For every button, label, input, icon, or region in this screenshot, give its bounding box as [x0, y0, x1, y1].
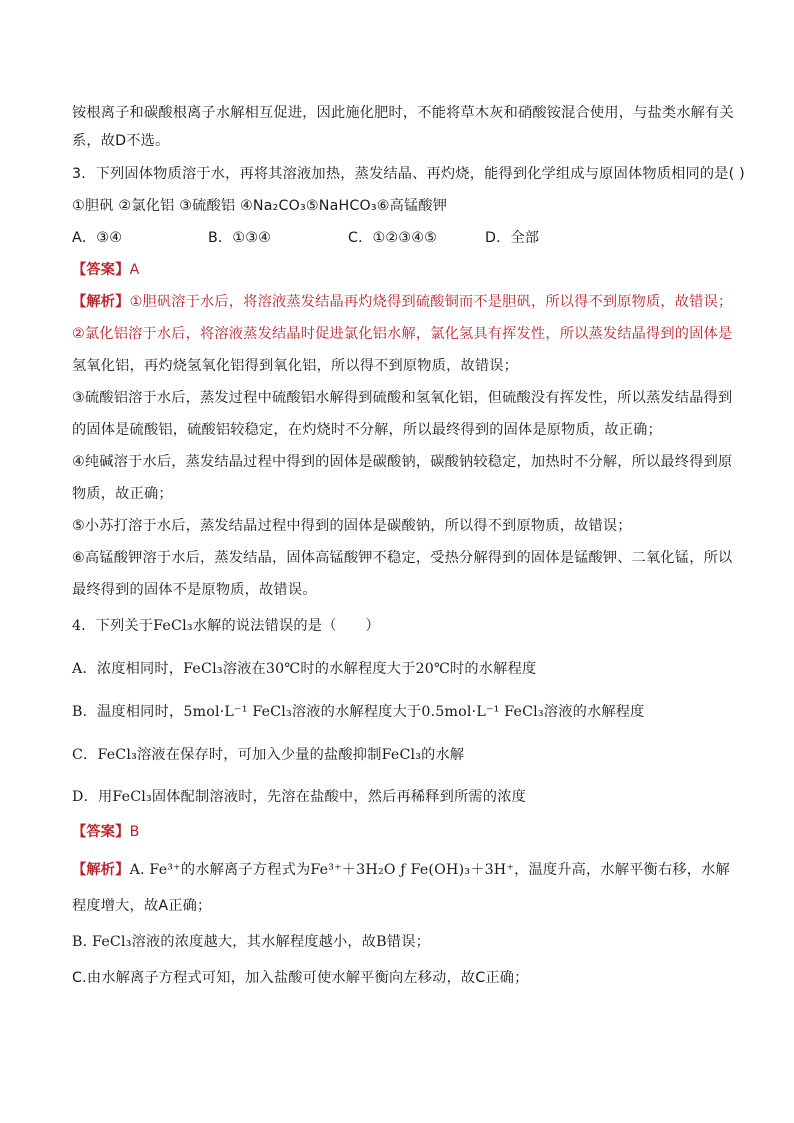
question-3-option-a: A．③④: [72, 230, 123, 246]
question-4-option-d: D．用FeCl₃固体配制溶液时，先溶在盐酸中，然后再稀释到所需的浓度: [72, 789, 526, 805]
question-3-option-d: D．全部: [485, 230, 540, 246]
answer-line: [72, 260, 139, 280]
text-line: 系，故D不选。: [72, 133, 170, 149]
question-4-option-c: C．FeCl₃溶液在保存时，可加入少量的盐酸抑制FeCl₃的水解: [72, 747, 465, 763]
answer-line: [72, 822, 140, 842]
explanation-line: 氢氧化铝，再灼烧氢氧化铝得到氧化铝，所以得不到原物质，故错误；: [72, 358, 519, 374]
answer-value: A: [129, 262, 140, 278]
explanation-line: ④纯碱溶于水后，蒸发结晶过程中得到的固体是碳酸钠，碳酸钠较稳定，加热时不分解，所以最终得到原: [72, 454, 733, 470]
explanation-line: 物质，故正确；: [72, 486, 173, 502]
explanation-tag: 【解析】: [72, 862, 130, 878]
explanation-line: ②氯化铝溶于水后，将溶液蒸发结晶时促进氯化铝水解，氯化氢具有挥发性，所以蒸发结晶得到的固体是: [72, 326, 733, 342]
explanation-tag: 【解析】: [72, 294, 130, 310]
text-line: 铵根离子和碳酸根离子水解相互促进，因此施化肥时，不能将草木灰和硝酸铵混合使用，与盐类水解有关: [72, 105, 734, 121]
answer-value: B: [129, 824, 140, 840]
explanation-line: [72, 860, 730, 880]
explanation-line: 最终得到的固体不是原物质，故错误。: [72, 582, 317, 598]
answer-tag: 【答案】: [72, 262, 130, 278]
explanation-line: ⑥高锰酸钾溶于水后，蒸发结晶，固体高锰酸钾不稳定，受热分解得到的固体是锰酸钾、二氧化锰，所以: [72, 550, 733, 566]
explanation-line: B. FeCl₃溶液的浓度越大，其水解程度越小，故B错误；: [72, 934, 430, 950]
explanation-line: 程度增大，故A正确；: [72, 898, 212, 914]
explanation-line: C.由水解离子方程式可知，加入盐酸可使水解平衡向左移动，故C正确；: [72, 970, 529, 986]
question-4-option-a: A．浓度相同时，FeCl₃溶液在30℃时的水解程度大于20℃时的水解程度: [72, 661, 537, 677]
question-3-items: ①胆矾 ②氯化铝 ③硫酸铝 ④Na₂CO₃⑤NaHCO₃⑥高锰酸钾: [72, 198, 448, 214]
explanation-line: ⑤小苏打溶于水后，蒸发结晶过程中得到的固体是碳酸钠，所以得不到原物质，故错误；: [72, 518, 632, 534]
explanation-text: ①胆矾溶于水后，将溶液蒸发结晶再灼烧得到硫酸铜而不是胆矾，所以得不到原物质，故错误；: [129, 294, 733, 310]
question-3-option-b: B．①③④: [208, 230, 272, 246]
answer-tag: 【答案】: [72, 824, 130, 840]
explanation-text: A. Fe³⁺的水解离子方程式为Fe³⁺＋3H₂O ƒ Fe(OH)₃＋3H⁺，温度升高，水解平衡右移，水解: [129, 862, 730, 878]
question-3: 3．下列固体物质溶于水，再将其溶液加热，蒸发结晶、再灼烧，能得到化学组成与原固体物质相同的是( ): [72, 166, 745, 182]
question-4: 4．下列关于FeCl₃水解的说法错误的是（ ）: [72, 618, 380, 634]
explanation-line: [72, 292, 732, 312]
explanation-line: ③硫酸铝溶于水后，蒸发过程中硫酸铝水解得到硫酸和氢氧化铝，但硫酸没有挥发性，所以蒸发结晶得到: [72, 390, 733, 406]
question-3-option-c: C．①②③④⑤: [348, 230, 438, 246]
question-4-option-b: B．温度相同时，5mol·L⁻¹ FeCl₃溶液的水解程度大于0.5mol·L⁻¹ FeCl₃溶液的水解程度: [72, 704, 645, 720]
explanation-line: 的固体是硫酸铝，硫酸铝较稳定，在灼烧时不分解，所以最终得到的固体是原物质，故正确；: [72, 422, 662, 438]
